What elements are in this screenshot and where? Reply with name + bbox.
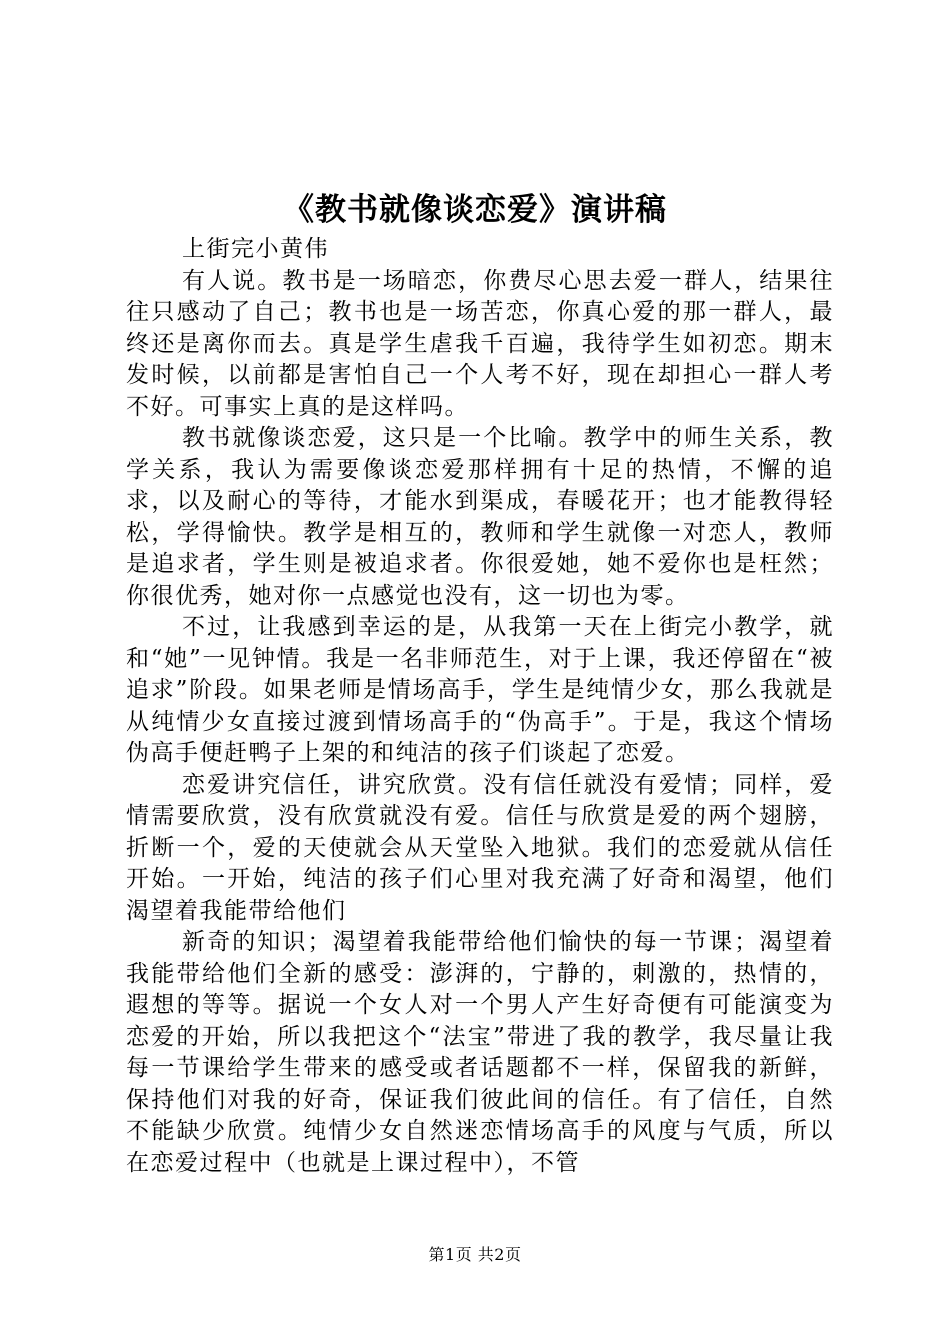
paragraph-3: 不过，让我感到幸运的是，从我第一天在上街完小教学，就和“她”一见钟情。我是一名非师范生，对于上课，我还停留在“被追求”阶段。如果老师是情场高手，学生是纯情少女，那么我就是从纯情少女直接过渡到情场高手的“伪高手”。于是，我这个情场伪高手便赶鸭子上架的和纯洁的孩子们谈起了恋爱。 [126,614,834,766]
document-body [126,234,834,1179]
page-footer: 第1页 共2页 [428,1245,522,1264]
paragraph-2: 教书就像谈恋爱，这只是一个比喻。教学中的师生关系，教学关系，我认为需要像谈恋爱那样拥有十足的热情，不懈的追求，以及耐心的等待，才能水到渠成，春暖花开；也才能教得轻松，学得愉快。教学是相互的，教师和学生就像一对恋人，教师是追求者，学生则是被追求者。你很爱她，她不爱你也是枉然；你很优秀，她对你一点感觉也没有，这一切也为零。 [126,425,834,609]
author-line: 上街完小黄伟 [182,236,329,262]
paragraph-1: 有人说。教书是一场暗恋，你费尽心思去爱一群人，结果往往只感动了自己；教书也是一场苦恋，你真心爱的那一群人，最终还是离你而去。真是学生虐我千百遍，我待学生如初恋。期末发时候，以前都是害怕自己一个人考不好，现在却担心一群人考不好。可事实上真的是这样吗。 [126,267,834,420]
document-title: 《教书就像谈恋爱》演讲稿 [283,192,667,228]
paragraph-4: 恋爱讲究信任，讲究欣赏。没有信任就没有爱情；同样，爱情需要欣赏，没有欣赏就没有爱。信任与欣赏是爱的两个翅膀，折断一个，爱的天使就会从天堂坠入地狱。我们的恋爱就从信任开始。一开始，纯洁的孩子们心里对我充满了好奇和渴望，他们渴望着我能带给他们 [126,771,834,924]
paragraph-5: 新奇的知识；渴望着我能带给他们愉快的每一节课；渴望着我能带给他们全新的感受：澎湃的，宁静的，刺激的，热情的，遐想的等等。据说一个女人对一个男人产生好奇便有可能演变为恋爱的开始，所以我把这个“法宝”带进了我的教学，我尽量让我每一节课给学生带来的感受或者话题都不一样，保留我的新鲜，保持他们对我的好奇，保证我们彼此间的信任。有了信任，自然不能缺少欣赏。纯情少女自然迷恋情场高手的风度与气质，所以在恋爱过程中（也就是上课过程中），不管 [126,929,834,1176]
